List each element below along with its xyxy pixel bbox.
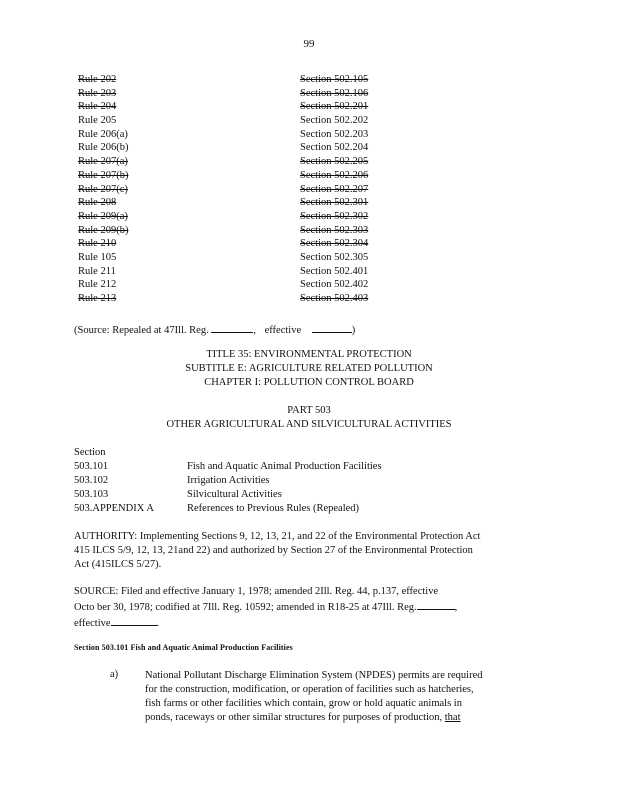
section-cell: Section 502.305 xyxy=(300,251,369,263)
section-cell: Section 502.202 xyxy=(300,115,369,127)
rule-cell-struck: Rule 207(c) xyxy=(78,183,128,195)
section-heading: Section 503.101 Fish and Aquatic Animal Production Facilities xyxy=(74,643,293,652)
rule-table-row xyxy=(78,196,398,210)
rule-table-row xyxy=(78,278,398,292)
toc-row-number: 503.102 xyxy=(74,475,109,486)
source-line xyxy=(74,615,544,631)
toc-row-number: 503.103 xyxy=(74,489,109,500)
rule-table-row xyxy=(78,87,398,101)
part-title-heading: OTHER AGRICULTURAL AND SILVICULTURAL ACTIVITIES xyxy=(166,419,452,430)
rule-cell-struck: Rule 213 xyxy=(78,293,117,304)
source-line-comma: , xyxy=(454,602,458,613)
subtitle-heading: SUBTITLE E: AGRICULTURE RELATED POLLUTION xyxy=(185,363,433,374)
rule-table-row xyxy=(78,169,398,183)
section-cell: Section 502.204 xyxy=(300,142,369,154)
rule-table-row xyxy=(78,73,398,87)
rule-cell-struck: Rule 209(a) xyxy=(78,210,128,222)
toc-row-title: Silvicultural Activities xyxy=(187,489,282,500)
source-line-text: Octo ber 30, 1978; codified at 7Ill. Reg. 10592; amended in R18-25 at 47Ill. Reg. xyxy=(74,602,417,613)
page-number: 99 xyxy=(303,38,315,50)
rule-cell: Rule 212 xyxy=(78,279,117,291)
rule-cell-struck: Rule 202 xyxy=(78,74,117,85)
toc-row-title: References to Previous Rules (Repealed) xyxy=(187,503,360,514)
rule-cell: Rule 206(a) xyxy=(78,128,128,140)
rule-cell-struck: Rule 204 xyxy=(78,101,117,113)
rule-table-row xyxy=(78,128,398,142)
toc-row-title: Fish and Aquatic Animal Production Facilities xyxy=(187,461,382,472)
source-line: SOURCE: Filed and effective January 1, 1978; amended 2Ill. Reg. 44, p.137, effective xyxy=(74,586,439,597)
source-repealed-suffix: ) xyxy=(351,325,356,336)
subsection-a-text xyxy=(145,669,535,725)
subsection-line xyxy=(145,711,535,725)
rule-cell-struck: Rule 209(b) xyxy=(78,224,129,236)
rule-cell: Rule 105 xyxy=(78,251,117,263)
rule-table-row xyxy=(78,155,398,169)
section-cell-struck: Section 502.301 xyxy=(300,197,369,209)
subsection-line: fish farms or other facilities which contain, grow or hold aquatic animals in xyxy=(145,698,462,709)
rule-table-row xyxy=(78,100,398,114)
part-heading: PART 503 xyxy=(287,405,331,416)
rule-table-row xyxy=(78,114,398,128)
source-line xyxy=(74,599,544,615)
reg-blank xyxy=(211,322,253,333)
section-cell-struck: Section 502.403 xyxy=(300,293,369,304)
section-cell-struck: Section 502.206 xyxy=(300,169,369,181)
rule-cell: Rule 205 xyxy=(78,115,117,127)
rule-cell-struck: Rule 203 xyxy=(78,87,117,99)
source-effective-label: effective xyxy=(74,618,111,629)
toc-row-title: Irrigation Activities xyxy=(187,475,270,486)
rule-cell-struck: Rule 207(a) xyxy=(78,156,128,168)
section-cell-struck: Section 502.304 xyxy=(300,238,369,250)
rule-table-row xyxy=(78,183,398,197)
subsection-line: for the construction, modification, or operation of facilities such as hatcheries, xyxy=(145,684,474,695)
rule-section-table xyxy=(78,73,398,306)
rule-cell: Rule 211 xyxy=(78,265,116,277)
source-paragraph xyxy=(74,585,544,631)
section-cell: Section 502.402 xyxy=(300,279,369,291)
rule-cell-struck: Rule 210 xyxy=(78,238,117,250)
subsection-line: National Pollutant Discharge Elimination System (NPDES) permits are required xyxy=(145,670,483,681)
section-cell: Section 502.203 xyxy=(300,128,369,140)
rule-table-row xyxy=(78,251,398,265)
rule-cell-struck: Rule 207(b) xyxy=(78,169,129,181)
section-cell-struck: Section 502.302 xyxy=(300,210,369,222)
rule-table-row xyxy=(78,141,398,155)
effective-blank xyxy=(312,322,352,333)
toc-heading: Section xyxy=(74,447,106,458)
rule-table-row xyxy=(78,224,398,238)
source-repealed-middle: effective xyxy=(264,325,302,336)
source-line-period: . xyxy=(156,618,160,629)
title-heading: TITLE 35: ENVIRONMENTAL PROTECTION xyxy=(206,349,412,360)
toc-row-number: 503.APPENDIX A xyxy=(74,503,154,514)
source-repealed-note: (Source: Repealed at 47Ill. Reg. , effective ) xyxy=(74,322,355,336)
section-cell: Section 502.401 xyxy=(300,265,369,277)
underlined-insertion: that xyxy=(444,712,461,723)
section-cell-struck: Section 502.105 xyxy=(300,74,369,85)
section-cell-struck: Section 502.207 xyxy=(300,183,369,195)
rule-table-row xyxy=(78,237,398,251)
subsection-label: a) xyxy=(110,669,119,680)
authority-line: AUTHORITY: Implementing Sections 9, 12, 13, 21, and 22 of the Environmental Protection Act xyxy=(74,531,481,542)
section-cell-struck: Section 502.201 xyxy=(300,101,369,113)
authority-paragraph xyxy=(74,530,544,572)
source-repealed-prefix: (Source: Repealed at 47Ill. Reg. xyxy=(74,325,209,336)
authority-line: 415 ILCS 5/9, 12, 13, 21and 22) and authorized by Section 27 of the Environmental Protection xyxy=(74,545,473,556)
rule-cell: Rule 206(b) xyxy=(78,142,129,154)
source-reg-blank xyxy=(417,599,455,610)
rule-table-row xyxy=(78,265,398,279)
section-cell-struck: Section 502.106 xyxy=(300,87,369,99)
chapter-heading: CHAPTER I: POLLUTION CONTROL BOARD xyxy=(204,377,414,388)
toc-row-number: 503.101 xyxy=(74,461,109,472)
rule-table-row xyxy=(78,210,398,224)
section-cell-struck: Section 502.205 xyxy=(300,156,369,168)
rule-table-row xyxy=(78,292,398,306)
section-cell-struck: Section 502.303 xyxy=(300,224,369,236)
rule-cell-struck: Rule 208 xyxy=(78,197,117,209)
authority-line: Act (415ILCS 5/27). xyxy=(74,559,162,570)
source-effective-blank xyxy=(111,615,157,626)
subsection-line-text: ponds, raceways or other similar structures for purposes of production, xyxy=(145,712,443,723)
